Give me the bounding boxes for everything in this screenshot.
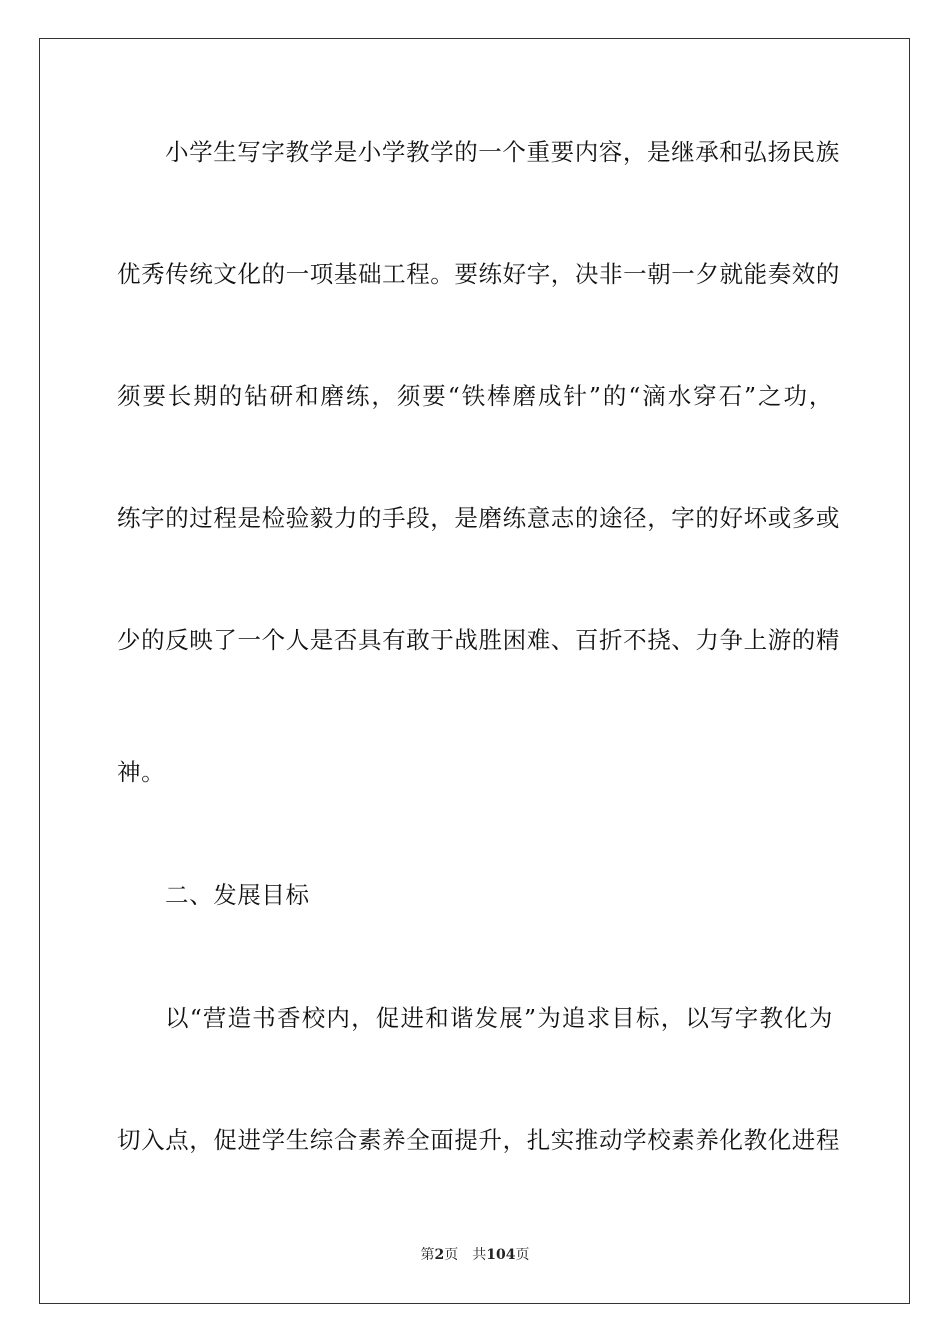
paragraph-1-line-6: 神。 — [117, 758, 166, 786]
footer-total-prefix: 共 — [472, 1247, 487, 1263]
paragraph-1-line-2: 优秀传统文化的一项基础工程。要练好字，决非一朝一夕就能奏效的 — [117, 260, 840, 288]
footer-page-number: 2 — [434, 1247, 445, 1263]
paragraph-1-line-5: 少的反映了一个人是否具有敢于战胜困难、百折不挠、力争上游的精 — [117, 626, 840, 654]
page-footer — [0, 1246, 950, 1264]
paragraph-1-line-1: 小学生写字教学是小学教学的一个重要内容，是继承和弘扬民族 — [165, 138, 840, 166]
paragraph-2-line-1: 以“营造书香校内，促进和谐发展”为追求目标，以写字教化为 — [165, 1004, 833, 1032]
section-heading: 二、发展目标 — [165, 881, 310, 909]
paragraph-2-line-2: 切入点，促进学生综合素养全面提升，扎实推动学校素养化教化进程 — [117, 1126, 840, 1154]
paragraph-1-line-4: 练字的过程是检验毅力的手段，是磨练意志的途径，字的好坏或多或 — [117, 504, 840, 532]
footer-total-pages: 104 — [486, 1247, 516, 1263]
footer-page-prefix: 第 — [420, 1247, 435, 1263]
footer-page-suffix: 页 — [444, 1247, 459, 1263]
page-frame — [39, 38, 910, 1304]
footer-total-suffix: 页 — [515, 1247, 530, 1263]
paragraph-1-line-3: 须要长期的钻研和磨练，须要“铁棒磨成针”的“滴水穿石”之功， — [117, 382, 833, 410]
